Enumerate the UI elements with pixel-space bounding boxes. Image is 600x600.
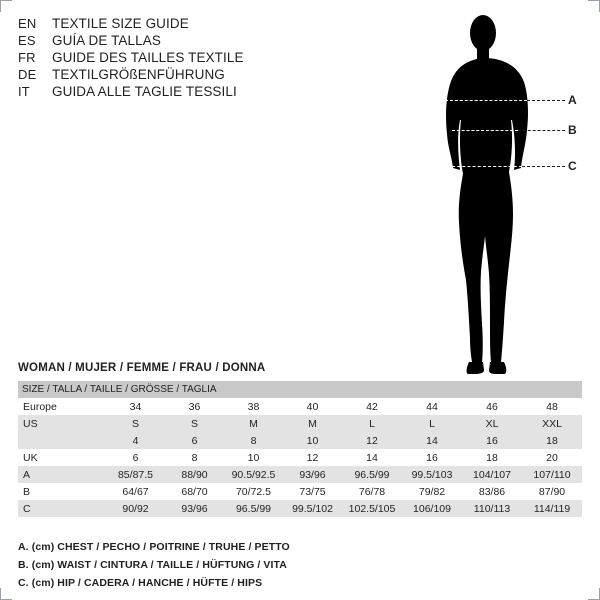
cell: XL [462, 415, 522, 432]
measure-line-c-outer [522, 166, 565, 167]
cell: 34 [106, 398, 165, 415]
cell: S [106, 415, 165, 432]
cell: 38 [224, 398, 283, 415]
cell: 83/86 [462, 483, 522, 500]
title-lang-es: ES [18, 33, 36, 48]
cell: M [224, 415, 283, 432]
corner-mark-bottom-right [588, 588, 600, 600]
cell: 44 [402, 398, 462, 415]
title-row-fr [18, 50, 348, 65]
woman-section-header: WOMAN / MUJER / FEMME / FRAU / DONNA [18, 362, 266, 374]
title-text-en: TEXTILE SIZE GUIDE [52, 16, 189, 31]
cell: 18 [522, 432, 582, 449]
cell: 107/110 [522, 466, 582, 483]
measure-line-a-outer [527, 100, 565, 101]
cell: 76/78 [342, 483, 402, 500]
table-row [18, 432, 582, 449]
table-header-row [18, 381, 582, 398]
title-block [18, 16, 348, 101]
table-row [18, 398, 582, 415]
measure-line-c-inner [452, 166, 522, 167]
cell: 64/67 [106, 483, 165, 500]
cell: 99.5/102 [283, 500, 342, 517]
cell: 10 [283, 432, 342, 449]
cell: 14 [402, 432, 462, 449]
cell: 70/72.5 [224, 483, 283, 500]
footnotes [18, 541, 578, 595]
table-header-label: SIZE / TALLA / TAILLE / GRÖSSE / TAGLIA [18, 381, 582, 398]
row-label: UK [18, 449, 106, 466]
cell: L [402, 415, 462, 432]
cell: 10 [224, 449, 283, 466]
cell: 68/70 [165, 483, 224, 500]
cell: M [283, 415, 342, 432]
row-label: US [18, 415, 106, 432]
cell: 99.5/103 [402, 466, 462, 483]
table-row [18, 500, 582, 517]
measure-line-b-outer [518, 130, 565, 131]
cell: 12 [342, 432, 402, 449]
table-row [18, 449, 582, 466]
title-row-de [18, 67, 348, 82]
cell: 20 [522, 449, 582, 466]
size-table-wrap [18, 381, 582, 517]
footnote-hip: C. (cm) HIP / CADERA / HANCHE / HÜFTE / HIPS [18, 577, 263, 589]
cell: 87/90 [522, 483, 582, 500]
row-label: A [18, 466, 106, 483]
cell: 12 [283, 449, 342, 466]
title-text-it: GUIDA ALLE TAGLIE TESSILI [52, 84, 237, 99]
size-table [18, 381, 582, 517]
cell: S [165, 415, 224, 432]
row-label: Europe [18, 398, 106, 415]
cell: 90.5/92.5 [224, 466, 283, 483]
title-lang-it: IT [18, 84, 30, 99]
cell: XXL [522, 415, 582, 432]
title-text-fr: GUIDE DES TAILLES TEXTILE [52, 50, 244, 65]
title-row-es [18, 33, 348, 48]
corner-mark-top-left [0, 0, 12, 12]
cell: 16 [402, 449, 462, 466]
cell: 79/82 [402, 483, 462, 500]
measure-label-b: B [568, 123, 577, 137]
measure-line-a-inner [445, 100, 527, 101]
cell: 4 [106, 432, 165, 449]
measure-label-c: C [568, 159, 577, 173]
cell: 8 [165, 449, 224, 466]
title-row-en [18, 16, 348, 31]
cell: 104/107 [462, 466, 522, 483]
title-lang-en: EN [18, 16, 37, 31]
cell: 6 [106, 449, 165, 466]
cell: 90/92 [106, 500, 165, 517]
footnote-chest: A. (cm) CHEST / PECHO / POITRINE / TRUHE / PETTO [18, 541, 290, 553]
cell: 96.5/99 [342, 466, 402, 483]
cell: 18 [462, 449, 522, 466]
table-row [18, 415, 582, 432]
cell: 6 [165, 432, 224, 449]
cell: 14 [342, 449, 402, 466]
cell: 110/113 [462, 500, 522, 517]
title-text-de: TEXTILGRÖßENFÜHRUNG [52, 67, 225, 82]
cell: 46 [462, 398, 522, 415]
cell: 16 [462, 432, 522, 449]
cell: L [342, 415, 402, 432]
female-body-silhouette-icon [400, 8, 600, 376]
table-row [18, 483, 582, 500]
row-label [18, 432, 106, 449]
cell: 88/90 [165, 466, 224, 483]
footnote-waist: B. (cm) WAIST / CINTURA / TAILLE / HÜFTUNG / VITA [18, 559, 287, 571]
cell: 106/109 [402, 500, 462, 517]
cell: 96.5/99 [224, 500, 283, 517]
row-label: C [18, 500, 106, 517]
cell: 8 [224, 432, 283, 449]
title-text-es: GUÍA DE TALLAS [52, 33, 161, 48]
cell: 93/96 [283, 466, 342, 483]
measure-label-a: A [568, 93, 577, 107]
corner-mark-bottom-left [0, 588, 12, 600]
cell: 73/75 [283, 483, 342, 500]
cell: 48 [522, 398, 582, 415]
figure-area [400, 8, 600, 376]
row-label: B [18, 483, 106, 500]
title-row-it [18, 84, 348, 99]
table-row [18, 466, 582, 483]
cell: 114/119 [522, 500, 582, 517]
cell: 102.5/105 [342, 500, 402, 517]
cell: 36 [165, 398, 224, 415]
cell: 93/96 [165, 500, 224, 517]
title-lang-de: DE [18, 67, 37, 82]
cell: 85/87.5 [106, 466, 165, 483]
title-lang-fr: FR [18, 50, 36, 65]
measure-line-b-inner [452, 130, 518, 131]
cell: 42 [342, 398, 402, 415]
cell: 40 [283, 398, 342, 415]
